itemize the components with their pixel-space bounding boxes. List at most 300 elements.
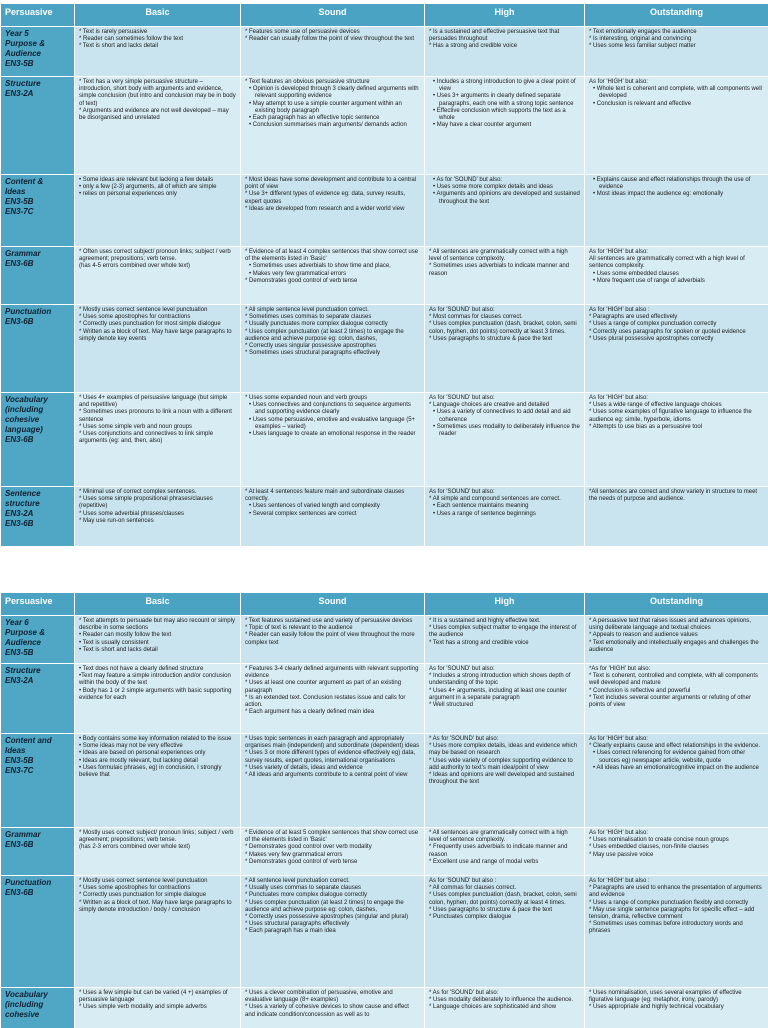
cell-text: * Uses complex punctuation (at least 2 times) to engage the audience and achieve purpose eg: colon, dashes, [245,329,420,343]
cell-text: * Ideas and opinions are well developed and sustained throughout the text [429,772,580,786]
cell-text: (has 4-5 errors combined over whole text) [79,263,236,270]
row-heading [1,616,75,664]
bullet-icon: • [433,503,437,509]
cell-text: * Text has a very simple persuasive structure – introduction, short body with arguments and evidence, simple conclusion (but intro and conclusion may be in body of text) [79,79,236,108]
cell-text: * Uses structural paragraphs effectively [245,921,420,928]
row-heading-line: Punctuation [5,307,70,317]
cell-text: * Evidence of at least 4 complex sentences that show correct use of the elements listed in 'Basic' [245,249,420,263]
row-heading [1,828,75,876]
cell-high [425,175,585,247]
cell-text: Uses language to create an emotional response in the reader [253,431,416,437]
cell-sound [241,247,425,305]
cell-text: * Uses conjunctions and connectives to link simple arguments (eg: and, then, also) [79,431,236,445]
row-heading-line: Content and [5,736,70,746]
cell-text: * Uses a variety of cohesive devices to show cause and effect and indicate condition/concession as well as to [245,1004,420,1018]
cell-text: More frequent use of range of adverbials [597,278,705,284]
cell-text: Uses some embedded clauses [597,271,679,277]
row-heading-line: Punctuation [5,878,70,888]
cell-text: * Text is coherent, controlled and complete, with all components well developed and mature [589,673,764,687]
header-outstanding: Outstanding [585,4,768,27]
cell-basic [75,616,241,664]
cell-text: Whole text is coherent and complete, with all components well developed [597,86,762,99]
cell-text: As for 'HIGH' but also: [589,395,764,402]
cell-text: * Uses a range of complex punctuation correctly [589,321,764,328]
table-row [1,247,768,305]
bullet-icon: • [249,503,253,509]
cell-text: * Each argument has a clearly defined main idea [245,709,420,716]
cell-outstanding [585,876,768,988]
cell-sound [241,27,425,77]
table-row [1,487,768,547]
bullet-line [245,115,420,122]
row-heading [1,305,75,393]
cell-high [425,77,585,175]
cell-text: Makes very few grammatical errors [253,271,346,277]
cell-text: * All sentence level punctuation correct. [245,878,420,885]
cell-text: • relies on personal experiences only [79,191,236,198]
cell-text: As for 'SOUND' but also: [429,666,580,673]
bullet-line [589,271,764,278]
cell-basic [75,876,241,988]
cell-text: * Correctly uses singular possessive apostrophes [245,343,420,350]
cell-text: * Is a sustained and effective persuasive text that persuades throughout [429,29,580,43]
row-heading [1,876,75,988]
cell-text: * Attempts to use bias as a persuasive tool [589,424,764,431]
cell-text: May have a clear counter argument [437,122,531,128]
cell-text: Most ideas impact the audience eg: emotionally [597,191,723,197]
cell-text: • Body has 1 or 2 simple arguments with basic supporting evidence for each [79,688,236,702]
cell-basic [75,734,241,828]
cell-outstanding [585,305,768,393]
cell-text: *All sentences are correct and show variety in structure to meet the needs of purpose and audience. [589,489,764,503]
row-heading-line: structure [5,499,70,509]
row-heading-line: EN3-2A [5,509,70,519]
cell-text: As for 'SOUND' but also: [429,395,580,402]
cell-text: * It is a sustained and highly effective text. [429,618,580,625]
cell-text: * Uses a clever combination of persuasive, emotive and evaluative language (8+ examples) [245,990,420,1004]
cell-text: * Conclusion is reflective and powerful [589,688,764,695]
row-heading-line: Vocabulary [5,395,70,405]
cell-text: * Correctly uses possessive apostrophes (singular and plural) [245,914,420,921]
cell-text: * Paragraphs are used to enhance the presentation of arguments and evidence [589,885,764,899]
cell-text: * Uses more complex details, ideas and evidence which may be based on research [429,743,580,757]
cell-text: * Well structured [429,702,580,709]
cell-text: * All simple and compound sentences are correct. [429,496,580,503]
cell-outstanding [585,734,768,828]
bullet-icon: • [593,278,597,284]
row-heading-line: Purpose & [5,39,70,49]
bullet-line [429,79,580,93]
table-row [1,616,768,664]
row-heading [1,247,75,305]
row-heading [1,27,75,77]
bullet-line [245,101,420,115]
cell-text: * Mostly uses correct subject/ pronoun links; subject / verb agreement; prepositions; verb tense. [79,830,236,844]
cell-outstanding [585,77,768,175]
cell-text: * Uses some expanded noun and verb groups [245,395,420,402]
row-heading-line: EN3-6B [5,435,70,445]
cell-text: • Body contains some key information related to the issue [79,736,236,743]
table-row [1,175,768,247]
bullet-line [589,191,764,198]
cell-text: Uses some persuasive, emotive and evaluative language (5+ examples – varied) [253,417,415,430]
cell-text: Uses connectives and conjunctions to sequence arguments and supporting evidence clearly [253,402,411,415]
row-heading [1,175,75,247]
row-heading [1,487,75,547]
row-heading-line: EN3-7C [5,766,70,776]
cell-high [425,487,585,547]
cell-text: Uses 3+ arguments in clearly defined separate paragraphs, each one with a strong topic sentence [437,93,574,106]
cell-text: • Ideas are based on personal experiences only [79,750,236,757]
cell-text: * Uses complex punctuation (at least 2 times) to engage the audience and achieve purpose eg: colon, dashes, [245,900,420,914]
cell-text: As for 'HIGH' but also: [589,249,764,256]
bullet-icon: • [433,409,437,415]
cell-text: * A persuasive text that raises issues and advances opinions, using deliberate language and textual choices [589,618,764,632]
cell-text: As for 'SOUND' but also: [436,177,502,183]
header-high: High [425,4,585,27]
cell-text: * Mostly uses correct sentence level punctuation [79,307,236,314]
cell-high [425,27,585,77]
cell-text: * Text attempts to persuade but may also recount or simply describe in some sections [79,618,236,632]
cell-text: Effective conclusion which supports the text as a whole [437,108,566,121]
row-heading [1,734,75,828]
cell-basic [75,77,241,175]
bullet-icon: • [249,115,253,121]
bullet-icon: • [593,191,597,197]
cell-text: * Text features an obvious persuasive structure [245,79,420,86]
table-row [1,305,768,393]
cell-text: * Clearly explains cause and effect relationships in the evidence. [589,743,764,750]
table-row [1,664,768,734]
cell-outstanding [585,616,768,664]
cell-outstanding [585,988,768,1028]
cell-text: * Text is short and lacks detail [79,43,236,50]
row-heading-line: Purpose & [5,628,70,638]
row-heading-line: EN3-7C [5,207,70,217]
cell-text: * All sentences are grammatically correct with a high level of sentence complexity. [429,249,580,263]
cell-text: • Text is usually consistent [79,640,236,647]
bullet-icon: • [249,417,253,423]
table-row [1,988,768,1028]
cell-text: * Language choices are creative and detailed [429,402,580,409]
cell-sound [241,393,425,487]
bullet-line [245,503,420,510]
bullet-line [429,122,580,129]
cell-text: * Makes very few grammatical errors [245,852,420,859]
cell-text: Uses a variety of connectives to add detail and aid coherence [437,409,571,422]
bullet-icon: • [249,86,253,92]
bullet-line [589,750,764,764]
bullet-icon: • [249,511,253,517]
cell-text: * May use run-on sentences [79,518,236,525]
row-heading-line: EN3-5B [5,59,70,69]
cell-text: * Uses wide variety of complex supporting evidence to add authority to text's main idea/point of view [429,758,580,772]
row-heading-line: Grammar [5,830,70,840]
cell-text: * Text has a strong and credible voice [429,640,580,647]
cell-text: Includes a strong introduction to give a clear point of view [437,79,576,92]
cell-text: Explains cause and effect relationships through the use of evidence [597,177,751,190]
cell-sound [241,876,425,988]
row-heading-line: Sentence [5,489,70,499]
cell-text: As for 'HIGH' but also : [589,878,764,885]
cell-outstanding [585,247,768,305]
row-heading-line: EN3-6B [5,840,70,850]
bullet-icon: • [433,108,437,114]
bullet-line [245,122,420,129]
bullet-line [429,108,580,122]
cell-text: * Features 3-4 clearly defined arguments with relevant supporting evidence [245,666,420,680]
header-row [1,4,768,27]
header-row [1,593,768,616]
cell-text: * Language choices are sophisticated and show [429,1004,580,1011]
cell-basic [75,828,241,876]
bullet-icon: • [249,122,253,128]
cell-basic [75,988,241,1028]
cell-text: * Sometimes uses commas before introductory words and phrases [589,921,764,935]
header-outstanding: Outstanding [585,593,768,616]
bullet-line [429,177,580,184]
bullet-icon: • [433,191,436,197]
row-heading-line: EN3-6B [5,888,70,898]
rubric-year6 [0,592,768,1028]
bullet-icon: • [433,511,437,517]
cell-text: As for 'HIGH' but also : [589,307,764,314]
cell-text: * Uses simple verb modality and simple adverbs [79,1004,236,1011]
cell-text: * Ideas are developed from research and a wider world view [245,206,420,213]
row-heading-line: EN3-2A [5,676,70,686]
bullet-line [589,177,764,191]
cell-text: May attempt to use a simple counter argument within an existing body paragraph [253,101,402,114]
header-sound: Sound [241,593,425,616]
header-basic: Basic [75,593,241,616]
cell-text: * Frequently uses adverbials to indicate manner and reason [429,844,580,858]
row-heading-line: EN3-6B [5,519,70,529]
row-heading [1,988,75,1028]
row-heading-line: EN3-6B [5,259,70,269]
cell-text: Conclusion is relevant and effective [597,101,691,107]
cell-basic [75,247,241,305]
cell-text: * Sometimes uses adverbials to indicate manner and reason [429,263,580,277]
cell-text: As for 'HIGH' but also: [589,736,764,743]
bullet-line [245,402,420,416]
row-heading-line: EN3-2A [5,89,70,99]
cell-text: * Uses some apostrophes for contractions [79,885,236,892]
cell-high [425,393,585,487]
cell-text: * Uses some examples of figurative language to influence the audience eg: simile, hyperbole, idioms [589,409,764,423]
table-row [1,734,768,828]
cell-text: * All sentences are grammatically correct with a high level of sentence complexity. [429,830,580,844]
cell-text: * Usually uses commas to separate clauses [245,885,420,892]
cell-text: • Text does not have a clearly defined structure [79,666,236,673]
cell-sound [241,175,425,247]
row-heading [1,393,75,487]
cell-text: * Uses a range of complex punctuation flexibly and correctly [589,900,764,907]
cell-sound [241,616,425,664]
cell-basic [75,487,241,547]
row-heading-line: Content & [5,177,70,187]
cell-text: * Text is rarely persuasive [79,29,236,36]
cell-outstanding [585,828,768,876]
cell-outstanding [585,393,768,487]
rubric-table-year5 [0,3,768,547]
cell-text: * Uses some simple propositional phrases/clauses (repetitive) [79,496,236,510]
bullet-line [429,191,580,205]
table-row [1,393,768,487]
cell-basic [75,27,241,77]
cell-text: * Uses 3 or more different types of evidence effectively eg) data, survey results, expert quotes, international organisations [245,750,420,764]
cell-text: * Is an extended text. Conclusion restates issue and calls for action. [245,695,420,709]
cell-high [425,734,585,828]
bullet-icon: • [433,79,437,85]
cell-text: Uses some more complex details and ideas [437,184,553,190]
cell-text: •Text may feature a simple introduction and/or conclusion within the body of the text [79,673,236,687]
cell-text: * Written as a block of text. May have large paragraphs to simply denote introduction / body / conclusion [79,900,236,914]
cell-text: Sometimes uses modality to deliberately influence the reader [437,424,580,437]
cell-text: * Arguments and evidence are not well developed – may be disorganised and unrelated [79,108,236,122]
cell-text: * Uses paragraphs to structure & pace the text [429,336,580,343]
cell-outstanding [585,27,768,77]
cell-text: * Punctuates complex dialogue [429,914,580,921]
cell-text: * Uses a wide range of effective language choices [589,402,764,409]
bullet-icon: • [593,101,597,107]
bullet-icon: • [433,122,437,128]
cell-sound [241,77,425,175]
cell-outstanding [585,664,768,734]
cell-text: * Uses 4+ arguments, including at least one counter argument in a separate paragraph [429,688,580,702]
cell-text: * Use 3+ different types of evidence eg: data, survey results, expert quotes [245,191,420,205]
cell-text: * Uses some less familiar subject matter [589,43,764,50]
cell-text: * Includes a strong introduction which shows depth of understanding of the topic [429,673,580,687]
cell-text: • Text is short and lacks detail [79,647,236,654]
bullet-icon: • [593,271,597,277]
row-heading-line: Audience [5,49,70,59]
row-heading-line: Ideas [5,187,70,197]
cell-text: * Reader can sometimes follow the text [79,36,236,43]
bullet-line [245,431,420,438]
cell-text: * Uses some adverbial phrases/clauses [79,511,236,518]
bullet-line [429,93,580,107]
cell-text: * Uses complex punctuation (dash, bracket, colon, semi colon, hyphen, dot points) correctly at least 3 times. [429,321,580,335]
bullet-line [245,86,420,100]
cell-high [425,876,585,988]
cell-text: (has 2-3 errors combined over whole text) [79,844,236,851]
row-heading-line: cohesive [5,1010,70,1020]
cell-text: * Uses nominalisation, uses several examples of effective figurative language (eg: metaphor, irony, parody) [589,990,764,1004]
cell-text: * Sometimes uses pronouns to link a noun with a different sentence [79,409,236,423]
table-row [1,828,768,876]
cell-text: • Some ideas may not be very effective [79,743,236,750]
cell-text: As for 'HIGH' but also: [589,830,764,837]
cell-text: * Features some use of persuasive devices [245,29,420,36]
table-row [1,876,768,988]
cell-sound [241,487,425,547]
bullet-line [429,409,580,423]
cell-text: * As for 'SOUND' but also: [429,736,580,743]
cell-text: Uses a range of sentence beginnings [437,511,536,517]
cell-text: * Appeals to reason and audience values [589,632,764,639]
cell-text: Sometimes uses adverbials to show time and place, [253,263,391,269]
cell-sound [241,664,425,734]
cell-sound [241,828,425,876]
cell-text: * All commas for clauses correct. [429,885,580,892]
cell-text: * Correctly uses paragraphs for spoken or quoted evidence [589,329,764,336]
cell-basic [75,664,241,734]
cell-text: * May use passive voice [589,852,764,859]
cell-text: * Punctuates more complex dialogue correctly [245,892,420,899]
bullet-icon: • [433,93,437,99]
cell-high [425,828,585,876]
cell-basic [75,393,241,487]
row-heading [1,77,75,175]
cell-text: * Often uses correct subject/ pronoun links; subject / verb agreement; prepositions; verb tense. [79,249,236,263]
cell-text: * Demonstrates good control of verb tense [245,859,420,866]
cell-text: * Uses 4+ examples of persuasive language (but simple and repetitive) [79,395,236,409]
cell-text: * May use single sentence paragraphs for specific effect – add tension, drama, reflective comment [589,907,764,921]
cell-text: * Demonstrates good control over verb modality [245,844,420,851]
bullet-line [429,503,580,510]
row-heading-line: Year 6 [5,618,70,628]
cell-text: * Uses appropriate and highly technical vocabulary [589,1004,764,1011]
cell-text: As for 'SOUND' but also: [429,489,580,496]
cell-text: * Topic of text is relevant to the audience [245,625,420,632]
row-heading-line: Grammar [5,249,70,259]
bullet-icon: • [593,750,597,756]
cell-high [425,616,585,664]
bullet-icon: • [433,184,437,190]
cell-text: * Uses complex subject matter to engage the interest of the audience [429,625,580,639]
bullet-icon: • [593,765,596,771]
row-heading-line: Audience [5,638,70,648]
header-persuasive: Persuasive [1,4,75,27]
bullet-icon: • [593,86,597,92]
cell-text: * At least 4 sentences feature main and subordinate clauses correctly. [245,489,420,503]
cell-text: Several complex sentences are correct [253,511,357,517]
cell-outstanding [585,487,768,547]
cell-text: * Reader can usually follow the point of view throughout the text [245,36,420,43]
cell-text: * Text emotionally and intellectually engages and challenges the audience [589,640,764,654]
cell-text: * Is interesting, original and convincing [589,36,764,43]
cell-high [425,247,585,305]
row-heading-line: Ideas [5,746,70,756]
bullet-icon: • [433,177,436,183]
cell-text: * Demonstrates good control of verb tense [245,278,420,285]
bullet-icon: • [433,424,437,430]
cell-text: * Uses at least one counter argument as part of an existing paragraph [245,680,420,694]
cell-text: * Minimal use of correct complex sentences. [79,489,236,496]
cell-text: * Reader can easily follow the point of view throughout the more complex text [245,632,420,646]
cell-text: * Mostly uses correct sentence level punctuation [79,878,236,885]
cell-text: * Correctly uses punctuation for most simple dialogue [79,321,236,328]
cell-outstanding [585,175,768,247]
cell-basic [75,175,241,247]
cell-text: • only a few (2-3) arguments, all of which are simple [79,184,236,191]
cell-text: * Uses embedded clauses, non-finite clauses [589,844,764,851]
row-heading-line: Year 5 [5,29,70,39]
cell-text: * Uses variety of details, ideas and evidence [245,765,420,772]
cell-text: * Uses complex punctuation (dash, bracket, colon, semi colon, hyphen, dot points) correctly at least 4 times. [429,892,580,906]
cell-text: * Uses topic sentences in each paragraph and appropriately organises main (independent) and subordinate (dependent) ideas [245,736,420,750]
cell-text: Each paragraph has an effective topic sentence [253,115,380,121]
cell-text: • Reader can mostly follow the text [79,632,236,639]
cell-high [425,988,585,1028]
cell-text: * Paragraphs are used effectively [589,314,764,321]
cell-text: As for 'SOUND' but also: [429,307,580,314]
row-heading-line: EN3-6B [5,317,70,327]
header-basic: Basic [75,4,241,27]
bullet-line [589,278,764,285]
cell-text: All sentences are grammatically correct with a high level of sentence complexity. [589,256,764,270]
header-sound: Sound [241,4,425,27]
